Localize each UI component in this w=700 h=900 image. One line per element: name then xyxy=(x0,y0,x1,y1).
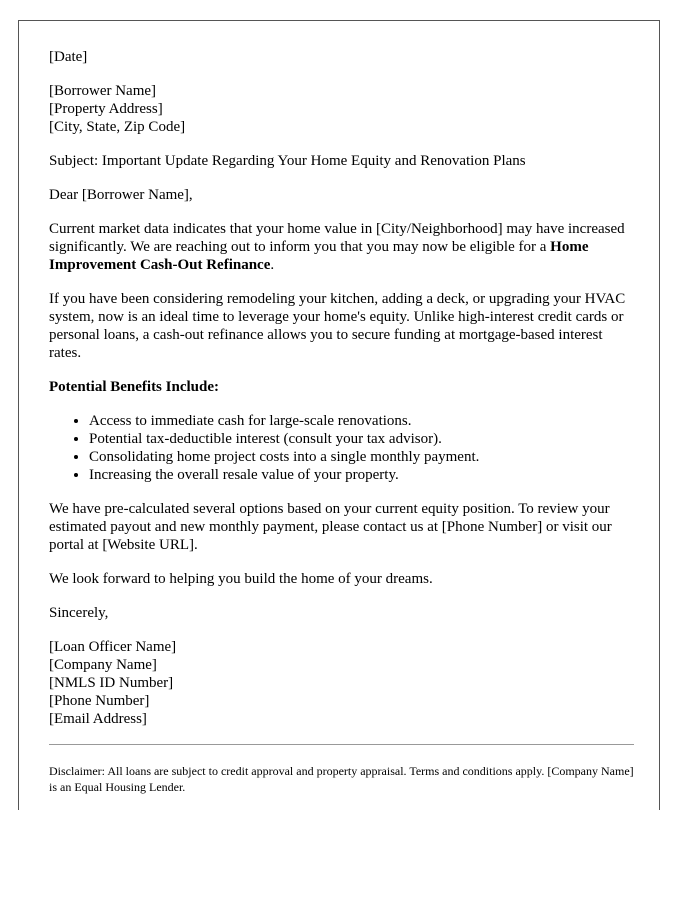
signature-block xyxy=(49,638,634,728)
letter-subject: Subject: Important Update Regarding Your Home Equity and Renovation Plans xyxy=(49,153,526,169)
signature-nmls-id: [NMLS ID Number] xyxy=(49,675,174,691)
paragraph-contact: We have pre-calculated several options based on your current equity position. To review your estimated payout and new monthly payment, please contact us at [Phone Number] or visit our portal at [Website URL]. xyxy=(49,501,612,553)
benefit-item: • Potential tax-deductible interest (consult your tax advisor). xyxy=(89,430,634,448)
paragraph-closing-remark: We look forward to helping you build the home of your dreams. xyxy=(49,571,433,587)
paragraph-intro-end: . xyxy=(270,257,275,273)
paragraph-intro xyxy=(49,220,634,274)
disclaimer: Disclaimer: All loans are subject to credit approval and property appraisal. Terms and conditions apply. [Company Name] is an Equal Housing Lender. xyxy=(49,764,634,794)
signature-email: [Email Address] xyxy=(49,711,147,727)
recipient-name: [Borrower Name] xyxy=(49,83,157,99)
letter-date: [Date] xyxy=(49,49,88,65)
signature-company-name: [Company Name] xyxy=(49,657,157,673)
benefit-item: • Increasing the overall resale value of your property. xyxy=(89,466,634,484)
recipient-address-block xyxy=(49,82,634,136)
letter-page xyxy=(18,20,660,810)
benefit-item: • Consolidating home project costs into a single monthly payment. xyxy=(89,448,634,466)
benefits-heading xyxy=(49,378,634,396)
paragraph-remodel: If you have been considering remodeling your kitchen, adding a deck, or upgrading your HVAC system, now is an ideal time to leverage your home's equity. Unlike high-interest credit cards or personal loans, a cash-out refinance allows you to secure funding at mortgage-based interest rates. xyxy=(49,291,626,361)
salutation: Dear [Borrower Name], xyxy=(49,187,193,203)
recipient-address: [Property Address] xyxy=(49,101,163,117)
signature-officer-name: [Loan Officer Name] xyxy=(49,639,177,655)
benefits-heading-text: Potential Benefits Include: xyxy=(49,379,219,395)
closing: Sincerely, xyxy=(49,605,109,621)
letter-content xyxy=(49,48,634,811)
signature-phone: [Phone Number] xyxy=(49,693,150,709)
disclaimer-divider xyxy=(49,744,634,745)
product-name: Home Improvement Cash-Out Refinance xyxy=(49,239,589,273)
paragraph-intro-text: Current market data indicates that your home value in [City/Neighborhood] may have increased significantly. We are reaching out to inform you that you may now be eligible for a xyxy=(49,221,625,255)
benefit-item: • Access to immediate cash for large-scale renovations. xyxy=(89,412,634,430)
benefits-list xyxy=(49,412,634,484)
recipient-city-state-zip: [City, State, Zip Code] xyxy=(49,119,186,135)
